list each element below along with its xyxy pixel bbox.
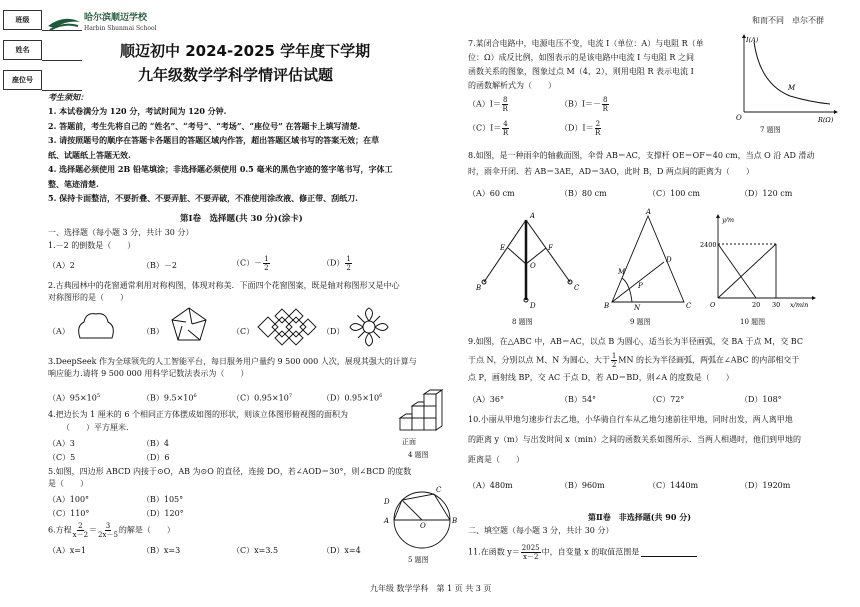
q5-option-c: （C）110° — [48, 509, 90, 518]
q10-caption: 10 题图 — [740, 318, 766, 326]
logo-cn: 哈尔滨顺迈学校 — [84, 13, 148, 23]
svg-text:B: B — [476, 284, 482, 292]
q2-option-a: （A） — [48, 327, 70, 336]
q10-stem-1: 10.小丽从甲地匀速步行去乙地，小华骑自行车从乙地匀速前往甲地，同时出发，两人离甲地 — [468, 415, 793, 424]
svg-text:B: B — [604, 302, 610, 310]
q7-y-label: I(A) — [746, 36, 759, 44]
svg-text:D: D — [530, 302, 536, 310]
q2-option-c: （C） — [232, 327, 255, 336]
svg-text:E: E — [500, 244, 506, 252]
q10-y-label: y/m — [722, 216, 735, 224]
q7-m-label: M — [788, 84, 796, 92]
q2-pattern-a-icon — [74, 308, 118, 348]
q7-option-c: （C）I＝ $\frac{4}{R}$ — [468, 120, 509, 137]
q7-caption: 7 题图 — [760, 126, 781, 134]
q1-option-d: （D） $\frac{1}{2}$ — [322, 255, 351, 272]
q9-stem-3: 点 P，画射线 BP，交 AC 于点 D，若 AD＝BD，则∠A 的度数是（ ） — [468, 373, 734, 382]
svg-text:O: O — [420, 522, 426, 530]
svg-text:A: A — [646, 208, 652, 216]
q4-option-b: （B）4 — [142, 439, 169, 448]
q5-stem-2: 是（ ） — [48, 479, 88, 488]
q8-umbrella-figure — [470, 212, 590, 312]
q10-option-c: （C）1440m — [648, 481, 699, 490]
q3-option-a: $(A)95\times 10^5$ — [48, 393, 101, 403]
q4-front-label: 正面 — [402, 438, 416, 446]
section2-heading: 二、填空题（每小题 3 分，共计 30 分） — [468, 526, 614, 535]
q7-stem-3: 函数关系的图象，图象过点 M（4，2），则用电阻 R 表示电流 I — [468, 67, 694, 76]
q8-stem-1: 8.如图，是一种雨伞的轴截面图，伞骨 AB＝AC，支撑杆 OE＝OF＝40 cm，当点 O 沿 AD 滑动 — [468, 151, 815, 160]
q10-origin: O — [710, 301, 716, 309]
q8-option-a: （A）60 cm — [468, 189, 515, 198]
q9-stem-2: 于点 N，分别以点 M、N 为圆心，大于 $\frac{1}{2}$ MN 的长为半径画弧，两弧在∠ABC 的内部相交于 — [468, 352, 800, 369]
q10-option-a: （A）480m — [468, 481, 513, 490]
page-footer: 九年级 数学学科 第 1 页 共 3 页 — [370, 584, 492, 593]
svg-text:D: D — [666, 256, 672, 264]
school-logo-icon — [46, 14, 82, 36]
svg-text:C: C — [686, 302, 692, 310]
svg-text:B: B — [452, 517, 458, 525]
q9-stem-1: 9.如图，在△ABC 中，AB＝AC，以点 B 为圆心，适当长为半径画弧，交 BA 于点 M，交 BC — [468, 337, 803, 346]
part2-heading: 第Ⅱ卷 非选择题(共 90 分) — [588, 512, 692, 522]
svg-text:C: C — [574, 284, 580, 292]
q10-graph-figure — [700, 214, 820, 314]
q10-option-b: （B）960m — [560, 481, 605, 490]
q1-stem: 1.－2 的倒数是（ ） — [48, 241, 136, 250]
q5-option-b: （B）105° — [142, 495, 184, 504]
q2-stem-1: 2.古典园林中的花窗通常利用对称构图，体现对称美．下面四个花窗图案，既是轴对称图形又是中心 — [48, 281, 400, 290]
seat-label-box: 座位号 — [3, 70, 42, 90]
svg-text:N: N — [634, 304, 641, 312]
q1-option-b: （B）－2 — [142, 261, 177, 270]
svg-text:P: P — [638, 282, 643, 290]
q9-caption: 9 题图 — [630, 318, 651, 326]
q9-option-d: （D）108° — [740, 395, 782, 404]
q7-stem-2: 位：Ω）成反比例，如图表示的是该电路中电流 I 与电阻 R 之间 — [468, 53, 694, 62]
q2-option-b: （B） — [142, 327, 164, 336]
name-blank — [42, 60, 82, 61]
q2-pattern-d-icon — [348, 306, 390, 348]
q7-stem-4: 的函数解析式为（ ） — [468, 81, 556, 90]
svg-text:C: C — [436, 486, 442, 494]
q2-pattern-c-icon — [256, 308, 318, 346]
svg-text:O: O — [530, 262, 536, 270]
q5-option-a: （A）100° — [48, 495, 90, 504]
svg-text:D: D — [384, 498, 390, 506]
svg-text:A: A — [384, 517, 390, 525]
q5-caption: 5 题图 — [408, 556, 429, 564]
q9-option-c: （C）72° — [648, 395, 685, 404]
q2-stem-2: 对称图形的是（ ） — [48, 293, 128, 302]
q3-stem-1: 3.DeepSeek 作为全球领先的人工智能平台，每日服务用户量约 9 500 000 人次，展现其强大的计算与 — [48, 357, 417, 366]
q5-stem-1: 5.如图，四边形 ABCD 内接于⊙O，AB 为⊙O 的直径，连接 DO，若∠AOD＝30°，则∠BCD 的度数 — [48, 467, 412, 476]
q2-option-d: （D） — [322, 327, 345, 336]
q2-pattern-b-icon — [168, 304, 210, 346]
q4-option-c: （C）5 — [48, 453, 76, 462]
q5-option-d: （D）120° — [142, 509, 184, 518]
q10-x-label: x/min — [790, 301, 809, 309]
q1-option-a: （A）2 — [48, 261, 75, 270]
q9-option-b: （B）54° — [560, 395, 597, 404]
q8-stem-2: 时，雨伞开闭．若 AB＝3AE，AD＝3AO，此时 B，D 两点间的距离为（ ） — [468, 167, 754, 176]
q11-stem: 11.在函数 y＝ $\frac{2025}{x-2}$ 中，自变量 x 的取值范围是 — [468, 544, 697, 561]
q4-option-a: （A）3 — [48, 439, 75, 448]
q6-option-b: （B）x=3 — [142, 546, 181, 555]
q6-stem: 6.方程 $\frac{2}{x-2}$ ＝ $\frac{3}{2x-5}$ 的解是（ ） — [48, 522, 175, 539]
q10-stem-2: 的距离 y（m）与出发时间 x（min）之间的函数关系如图所示．当两人相遇时，他们到甲地的 — [468, 435, 801, 444]
q9-option-a: （A）36° — [468, 395, 504, 404]
svg-text:A: A — [530, 212, 536, 220]
part1-heading: 第Ⅰ卷 选择题(共 30 分)(涂卡) — [180, 214, 303, 224]
q7-option-d: （D）I＝ $\frac{2}{R}$ — [560, 120, 601, 137]
svg-text:F: F — [548, 244, 553, 252]
q10-y-tick: 2400 — [700, 241, 717, 249]
title-line-1: 顺迈初中 2024-2025 学年度下学期 — [120, 42, 371, 60]
q1-option-c: （C）－ $\frac{1}{2}$ — [232, 255, 269, 272]
q9-triangle-figure — [604, 208, 694, 312]
q6-option-a: （A）x=1 — [48, 546, 87, 555]
q4-stem-1: 4.把边长为 1 厘米的 6 个相同正方体摆成如图的形状，则该立体图形俯视图的面积为 — [48, 410, 348, 419]
q10-stem-3: 距离是（ ） — [468, 455, 524, 464]
q5-circle-figure — [376, 486, 460, 550]
q3-stem-2: 响应能力.请将 9 500 000 用科学记数法表示为（ ） — [48, 369, 249, 378]
q7-x-label: R(Ω) — [818, 116, 834, 124]
title-line-2: 九年级数学学科学情评估试题 — [138, 66, 334, 84]
q8-option-d: （D）120 cm — [740, 189, 793, 198]
q7-stem-1: 7.某闭合电路中，电源电压不变，电流 I（单位：A）与电阻 R（单 — [468, 39, 704, 48]
q7-option-a: （A）I＝ $\frac{8}{R}$ — [468, 96, 508, 113]
notice-list: 1. 本试卷满分为 120 分，考试时间为 120 分钟. 2. 答题前，考生先将自己的 “姓名”、“考号”、“考场”、“座位号” 在答题卡上填写清楚. 3. 请按照题号的顺序在答题卡各题目的答题区域内作答，超出答题区域书写的答案无效；在草 纸、试题纸上答题无效. 4. 选择题必须使用 2B 铅笔填涂；非选择题必须使用 0.5 毫米的黑色字迹的签字笔书写，字体工 整、笔迹清楚. 5. 保持卡面整洁，不要折叠、不要弄脏、不要弄破，不准使用涂改液、修正带、刮纸刀. — [48, 106, 393, 203]
class-label-box: 班级 — [3, 10, 42, 30]
q10-x-tick-2: 30 — [772, 301, 781, 309]
logo-en: Harbin Shunmai School — [84, 25, 157, 32]
q8-caption: 8 题图 — [512, 318, 533, 326]
q3-option-d: $(D)0.95\times 10^6$ — [322, 393, 383, 403]
q6-option-d: （D）x=4 — [322, 546, 361, 555]
section1-heading: 一、选择题（每小题 3 分，共计 30 分） — [48, 228, 194, 237]
q6-option-c: （C）x=3.5 — [232, 546, 279, 555]
q11-answer-blank[interactable] — [641, 548, 697, 557]
motto: 和而不同 卓尔不群 — [752, 16, 824, 25]
name-label-box: 姓名 — [3, 40, 42, 60]
seat-blank — [42, 90, 82, 91]
q4-stem-2: （ ）平方厘米. — [62, 423, 129, 432]
svg-text:M: M — [618, 268, 626, 276]
q4-caption: 4 题图 — [408, 451, 429, 459]
q8-option-c: （C）100 cm — [648, 189, 700, 198]
q4-cubes-figure — [398, 394, 450, 436]
q3-option-c: $(C)0.95\times 10^7$ — [232, 393, 293, 403]
q8-option-b: （B）80 cm — [560, 189, 607, 198]
notice-head: 考生须知： — [48, 92, 88, 102]
q7-origin-label: O — [736, 114, 742, 122]
q3-option-b: $(B)9.5\times 10^6$ — [142, 393, 197, 403]
q10-option-d: （D）1920m — [740, 481, 791, 490]
q7-graph-figure — [730, 34, 840, 124]
q4-option-d: （D）6 — [142, 453, 170, 462]
q10-x-tick-1: 20 — [752, 301, 761, 309]
q7-option-b: （B）I＝－ $\frac{8}{R}$ — [560, 96, 608, 113]
